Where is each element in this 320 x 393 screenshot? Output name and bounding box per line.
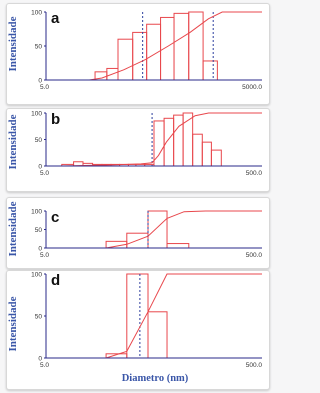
y-axis-label-b: Intensidade	[7, 114, 19, 170]
y-tick-label-a-100: 100	[31, 9, 42, 17]
y-axis-label-a: Intensidade	[7, 16, 19, 72]
x-tick-label-d-max: 500.0	[245, 362, 262, 369]
x-tick-label-c-min: 5.0	[40, 252, 50, 259]
plot-area-d	[46, 274, 262, 358]
y-tick-label-d-100: 100	[31, 271, 42, 279]
panel-c	[31, 208, 262, 259]
plot-area-c	[46, 211, 262, 248]
x-tick-label-c-max: 500.0	[245, 252, 262, 259]
y-tick-label-d-0: 0	[38, 355, 42, 363]
x-axis-title: Diametro (nm)	[121, 373, 189, 384]
x-tick-label-a-min: 5.0	[40, 84, 50, 91]
plot-area-a	[46, 12, 262, 80]
panel-b	[31, 110, 262, 177]
y-tick-label-d-50: 50	[34, 313, 42, 321]
panel-label-c: c	[51, 209, 60, 226]
panel-a	[31, 9, 262, 91]
y-axis-label-c: Intensidade	[7, 201, 19, 257]
y-tick-label-c-50: 50	[34, 226, 42, 234]
panel-label-b: b	[51, 111, 61, 128]
panel-label-a: a	[51, 10, 60, 27]
y-axis-label-d: Intensidade	[7, 296, 19, 352]
y-tick-label-a-50: 50	[34, 43, 42, 51]
x-tick-label-d-min: 5.0	[40, 362, 50, 369]
y-tick-label-a-0: 0	[38, 77, 42, 85]
x-tick-label-a-max: 5000.0	[242, 84, 262, 91]
y-tick-label-b-50: 50	[34, 136, 42, 144]
x-tick-label-b-min: 5.0	[40, 170, 50, 177]
y-tick-label-b-0: 0	[38, 163, 42, 171]
y-tick-label-b-100: 100	[31, 110, 42, 118]
panel-label-d: d	[51, 272, 61, 289]
x-tick-label-b-max: 500.0	[245, 170, 262, 177]
y-tick-label-c-0: 0	[38, 245, 42, 253]
panel-d	[31, 271, 262, 369]
y-tick-label-c-100: 100	[31, 208, 42, 216]
